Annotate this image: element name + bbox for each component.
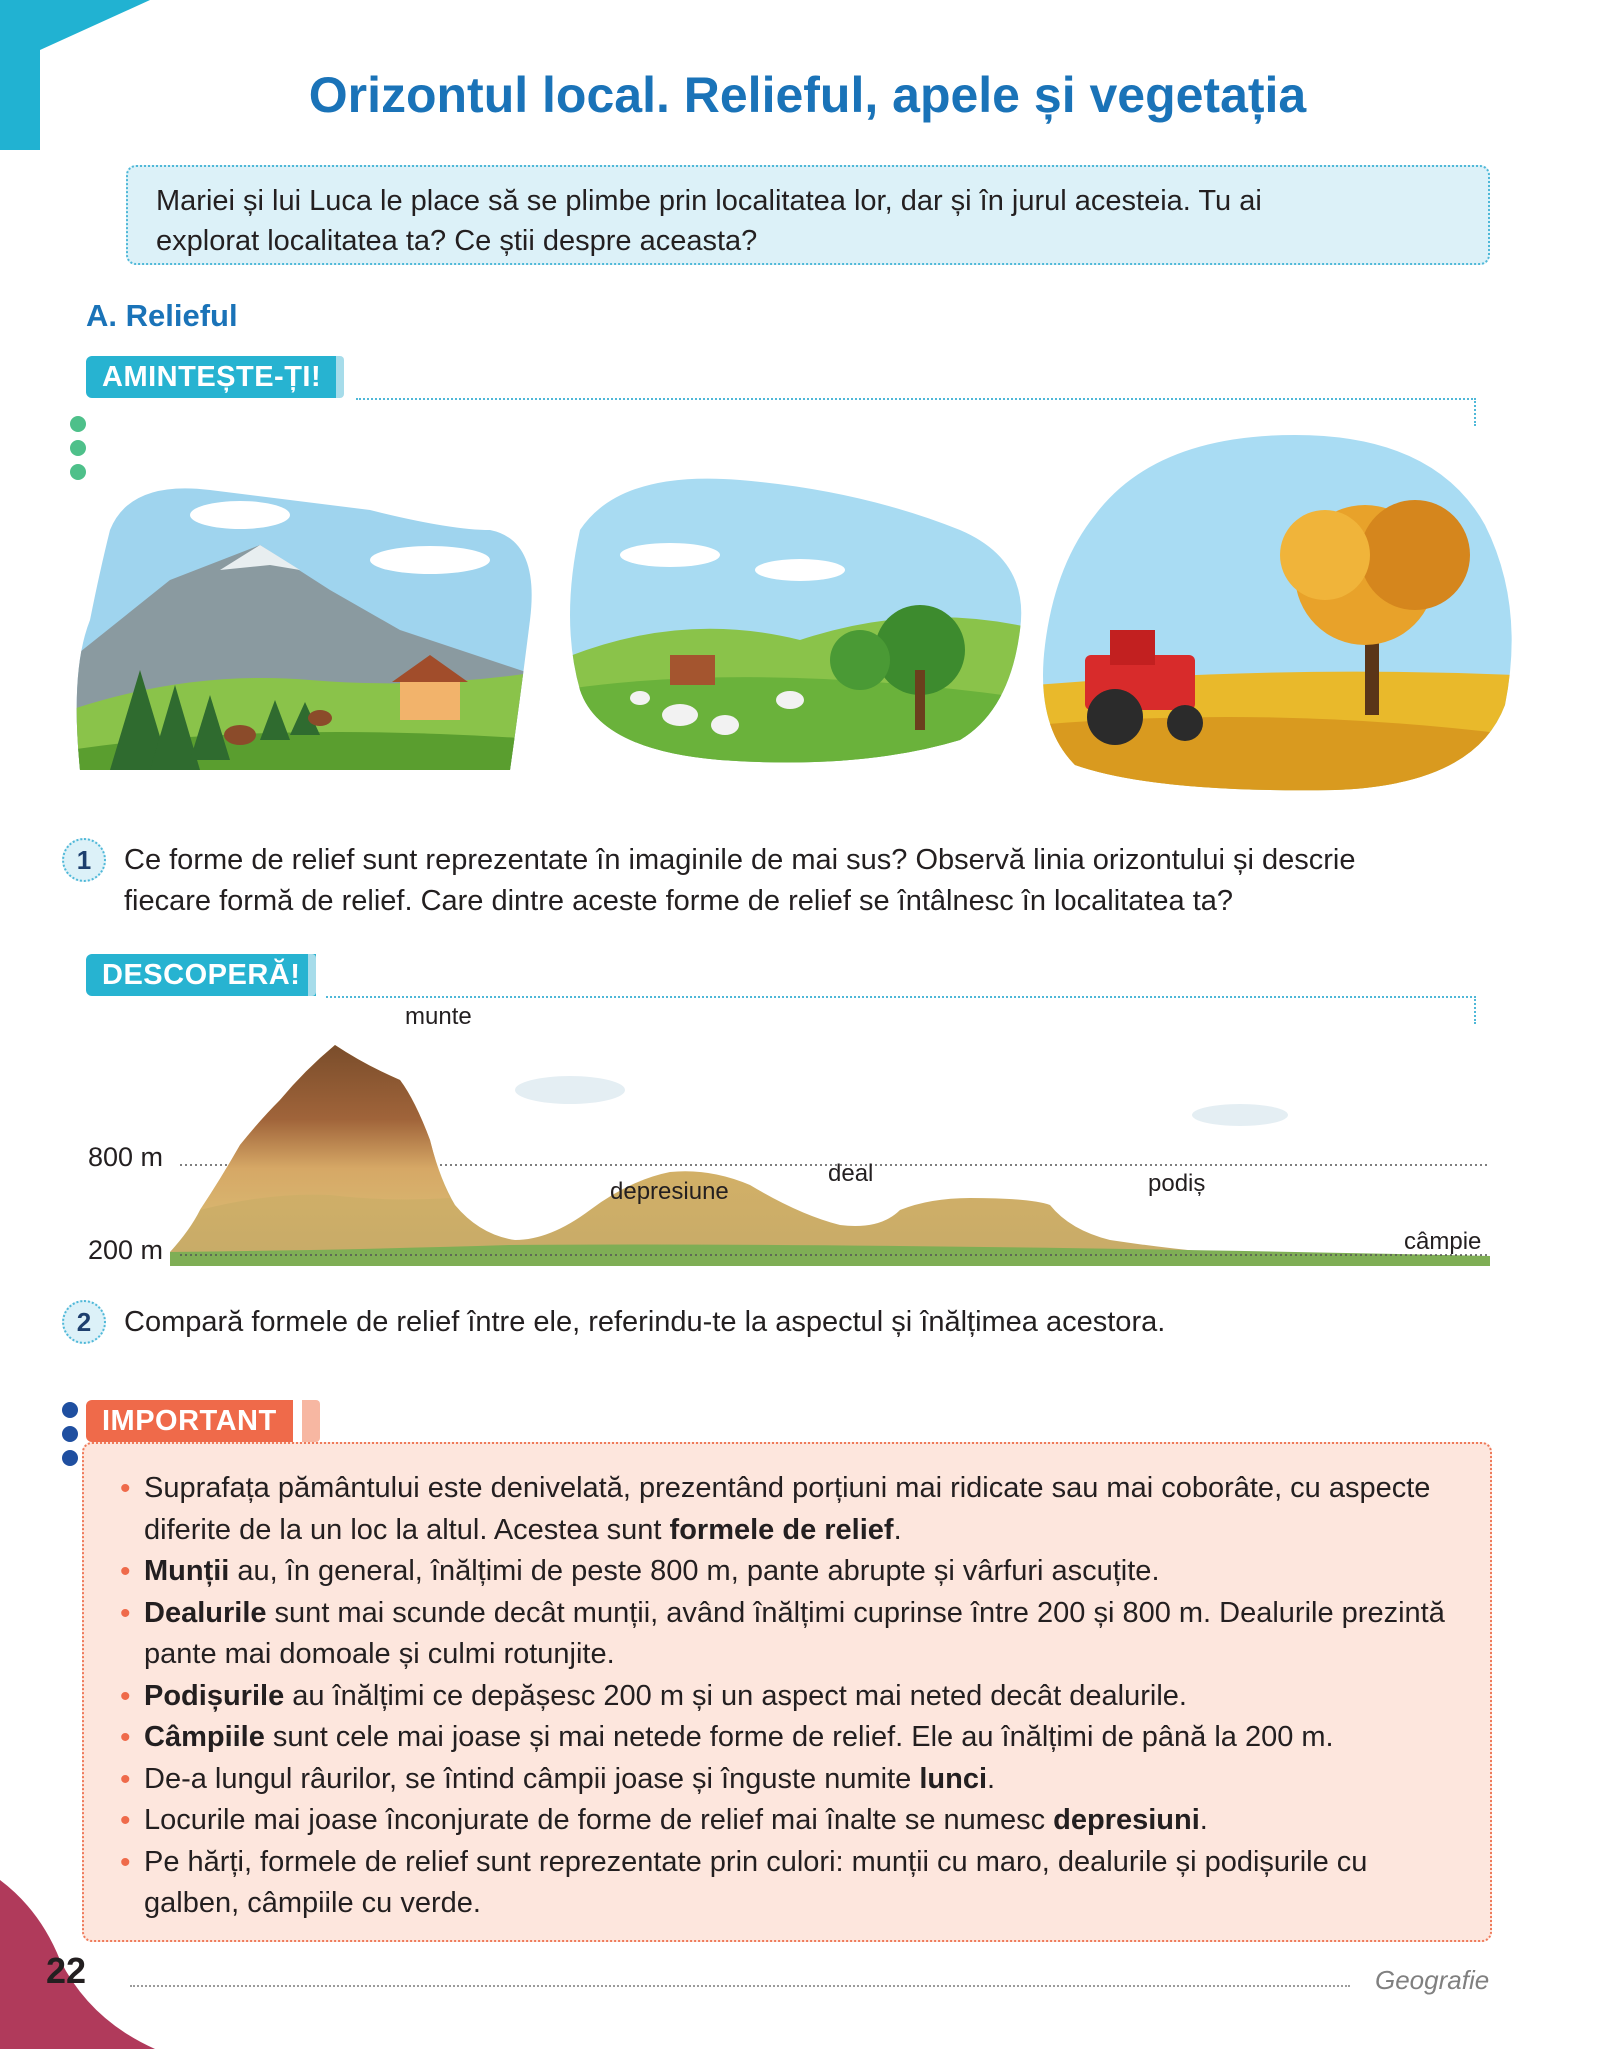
tag-discover: DESCOPERĂ!	[86, 954, 316, 996]
tag-remember: AMINTEȘTE-ȚI!	[86, 356, 337, 398]
mountain-landscape-illustration	[70, 470, 550, 780]
list-item: • Suprafața pământului este denivelată, prezentând porțiuni mai ridicate sau mai coborâte, cu aspecte diferite de la un loc la altul. Acestea sunt formele de relief.	[120, 1468, 1460, 1551]
relief-label-podis: podiș	[1148, 1170, 1206, 1197]
important-list	[120, 1468, 1460, 1925]
dot-icon	[70, 416, 86, 432]
list-item: • Dealurile sunt mai scunde decât munții, având înălțimi cuprinse între 200 și 800 m. Dealurile prezintă pante mai domoale și culmi rotunjite.	[120, 1593, 1460, 1676]
relief-profile-diagram	[150, 1030, 1490, 1280]
tag-important-tail	[302, 1400, 320, 1442]
dot-icon	[62, 1402, 78, 1418]
question-1-line-2: fiecare formă de relief. Care dintre aceste forme de relief se întâlnesc în localitatea ta?	[124, 885, 1234, 917]
hills-landscape-illustration	[560, 470, 1040, 770]
intro-box	[126, 165, 1490, 265]
elevation-label-200: 200 m	[88, 1235, 164, 1265]
intro-line-2: explorat localitatea ta? Ce știi despre aceasta?	[156, 225, 758, 257]
relief-label-campie: câmpie	[1404, 1228, 1482, 1255]
tag-discover-tail	[308, 954, 316, 996]
dot-icon	[62, 1450, 78, 1466]
question-number-2: 2	[62, 1300, 106, 1344]
tag-important: IMPORTANT	[86, 1400, 293, 1442]
divider-line	[356, 398, 1476, 400]
relief-label-deal: deal	[828, 1160, 874, 1187]
list-item: • Pe hărți, formele de relief sunt reprezentate prin culori: munții cu maro, dealurile și podișurile cu galben, câmpiile cu verde.	[120, 1842, 1460, 1925]
list-item: • De-a lungul râurilor, se întind câmpii joase și înguste numite lunci.	[120, 1759, 1460, 1801]
question-1-text	[124, 840, 1355, 922]
section-heading-relief: A. Relieful	[86, 298, 238, 333]
plain-landscape-illustration	[1035, 425, 1515, 795]
dot-icon	[70, 440, 86, 456]
list-item: • Podișurile au înălțimi ce depășesc 200 m și un aspect mai neted decât dealurile.	[120, 1676, 1460, 1718]
list-item: • Munții au, în general, înălțimi de peste 800 m, pante abrupte și vârfuri ascuțite.	[120, 1551, 1460, 1593]
page-number: 22	[46, 1950, 87, 1991]
elevation-label-800: 800 m	[88, 1142, 164, 1172]
intro-line-1: Mariei și lui Luca le place să se plimbe prin localitatea lor, dar și în jurul acesteia. Tu ai	[156, 185, 1262, 217]
subject-label: Geografie	[1375, 1965, 1490, 1995]
dot-icon	[62, 1426, 78, 1442]
question-number-1: 1	[62, 838, 106, 882]
relief-label-munte: munte	[405, 1003, 472, 1030]
divider-line-end	[1474, 996, 1476, 1024]
list-item: • Locurile mai joase înconjurate de forme de relief mai înalte se numesc depresiuni.	[120, 1800, 1460, 1842]
footer-divider	[130, 1985, 1350, 1987]
question-1-line-1: Ce forme de relief sunt reprezentate în imaginile de mai sus? Observă linia orizontului și descrie	[124, 844, 1356, 876]
relief-label-depresiune: depresiune	[610, 1178, 729, 1205]
page-title: Orizontul local. Relieful, apele și vegetația	[308, 67, 1307, 123]
important-box	[82, 1442, 1492, 1942]
divider-line-end	[1474, 398, 1476, 426]
tag-remember-tail	[336, 356, 344, 398]
list-item: • Câmpiile sunt cele mai joase și mai netede forme de relief. Ele au înălțimi de până la 200 m.	[120, 1717, 1460, 1759]
divider-line	[326, 996, 1476, 998]
question-2-text: Compară formele de relief între ele, referindu-te la aspectul și înălțimea acestora.	[124, 1306, 1166, 1338]
